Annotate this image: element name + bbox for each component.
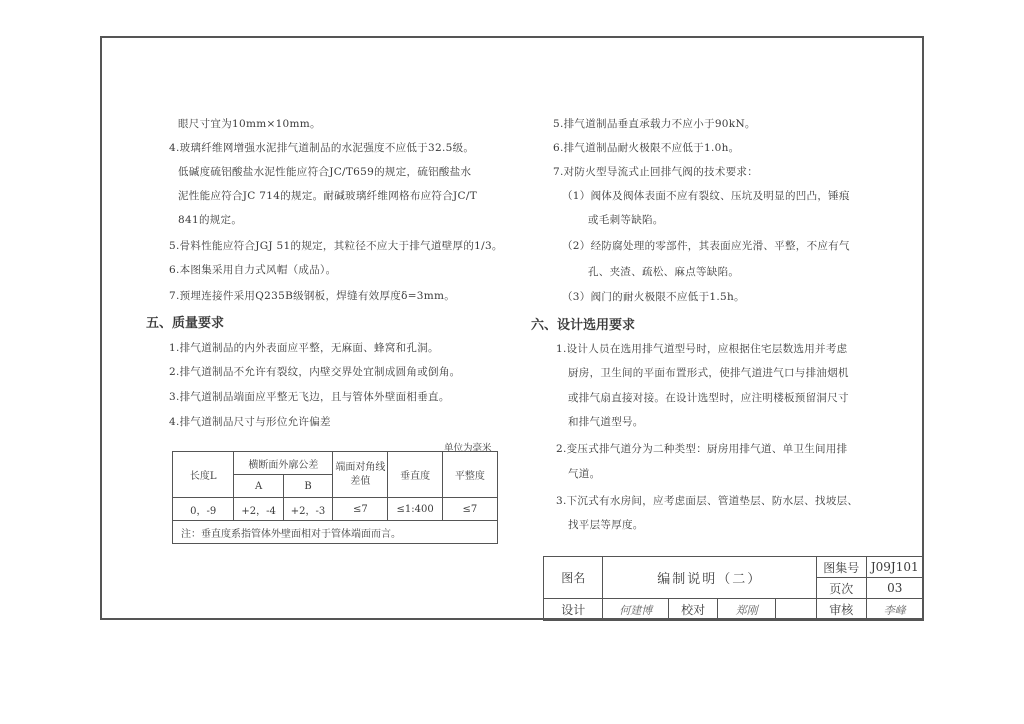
text-line: （3）阀门的耐火极限不应低于1.5h。 <box>562 291 745 303</box>
table-header: 平整度 <box>442 452 497 498</box>
section-heading-quality: 五、质量要求 <box>146 316 225 331</box>
table-cell: ≤1:400 <box>388 498 442 521</box>
table-row <box>173 498 498 521</box>
checker-signature: 郑刚 <box>718 599 775 621</box>
list-item: 1.设计人员在选用排气道型号时，应根据住宅层数选用并考虑 <box>556 343 848 355</box>
text-line: 4.玻璃纤维网增强水泥排气道制品的水泥强度不应低于32.5级。 <box>169 142 475 154</box>
text-line: 5.骨料性能应符合JGJ 51的规定，其粒径不应大于排气道壁厚的1/3。 <box>169 240 503 252</box>
table-cell: 0，-9 <box>173 498 234 521</box>
list-item: 2.变压式排气道分为二种类型：厨房用排气道、单卫生间用排 <box>556 443 848 455</box>
table-header: 长度L <box>173 452 234 498</box>
page-number: 03 <box>866 578 924 599</box>
text-line: 气道。 <box>568 468 601 480</box>
tolerance-table <box>172 451 498 544</box>
text-line: 眼尺寸宜为10mm×10mm。 <box>178 118 321 130</box>
text-line: 6.排气道制品耐火极限不应低于1.0h。 <box>553 142 740 154</box>
list-item: 3.下沉式有水房间，应考虑面层、管道垫层、防水层、找坡层、 <box>556 495 859 507</box>
atlas-number: J09J101 <box>866 557 924 578</box>
section-heading-design: 六、设计选用要求 <box>531 318 636 333</box>
designer-signature: 何建博 <box>603 599 669 621</box>
text-line: 841的规定。 <box>178 214 243 226</box>
text-line: 厨房，卫生间的平面布置形式，使排气道进气口与排油烟机 <box>568 367 849 379</box>
label-atlas-number: 图集号 <box>817 557 866 578</box>
table-header: B <box>283 475 332 498</box>
list-item: 1.排气道制品的内外表面应平整，无麻面、蜂窝和孔洞。 <box>169 342 439 354</box>
text-line: （1）阀体及阀体表面不应有裂纹、压坑及明显的凹凸，锤痕 <box>562 190 850 202</box>
text-line: 或排气扇直接对接。在设计选型时，应注明楼板预留洞尺寸 <box>568 392 849 404</box>
label-checker: 校对 <box>668 599 717 621</box>
label-designer: 设计 <box>544 599 603 621</box>
label-reviewer: 审核 <box>817 599 866 621</box>
reviewer-signature: 李峰 <box>866 599 924 621</box>
text-line: 或毛刺等缺陷。 <box>588 214 664 226</box>
list-item: 2.排气道制品不允许有裂纹，内壁交界处宜制成圆角或倒角。 <box>169 366 461 378</box>
text-line: 低碱度硫铝酸盐水泥性能应符合JC/T659的规定，硫铝酸盐水 <box>178 166 472 178</box>
list-item: 3.排气道制品端面应平整无飞边，且与管体外壁面相垂直。 <box>169 391 450 403</box>
table-cell: +2，-4 <box>234 498 283 521</box>
table-header: 端面对角线差值 <box>333 452 388 498</box>
drawing-title: 编制说明（二） <box>603 557 817 599</box>
text-line: 和排气道型号。 <box>568 416 644 428</box>
list-item: 4.排气道制品尺寸与形位允许偏差 <box>169 416 331 428</box>
text-line: 找平层等厚度。 <box>568 519 644 531</box>
label-page-number: 页次 <box>817 578 866 599</box>
text-line: 泥性能应符合JC 714的规定。耐碱玻璃纤维网格布应符合JC/T <box>178 190 478 202</box>
unit-label: 单位为毫米 <box>444 443 492 454</box>
table-cell: +2，-3 <box>283 498 332 521</box>
table-header: A <box>234 475 283 498</box>
label-drawing-name: 图名 <box>544 557 603 599</box>
text-line: 7.对防火型导流式止回排气阀的技术要求： <box>553 166 759 178</box>
text-line: 5.排气道制品垂直承载力不应小于90kN。 <box>553 118 756 130</box>
text-line: 6.本图集采用自力式风帽（成品）。 <box>169 264 337 276</box>
table-header: 垂直度 <box>388 452 442 498</box>
table-header: 横断面外廓公差 <box>234 452 333 475</box>
text-line: （2）经防腐处理的零部件，其表面应光滑、平整，不应有气 <box>562 240 850 252</box>
text-line: 孔、夹渣、疏松、麻点等缺陷。 <box>588 266 740 278</box>
text-line: 7.预埋连接件采用Q235B级钢板，焊缝有效厚度δ=3mm。 <box>169 290 456 302</box>
table-note: 注：垂直度系指管体外壁面相对于管体端面而言。 <box>173 521 498 544</box>
title-block <box>543 556 924 621</box>
table-cell: ≤7 <box>442 498 497 521</box>
table-cell: ≤7 <box>333 498 388 521</box>
